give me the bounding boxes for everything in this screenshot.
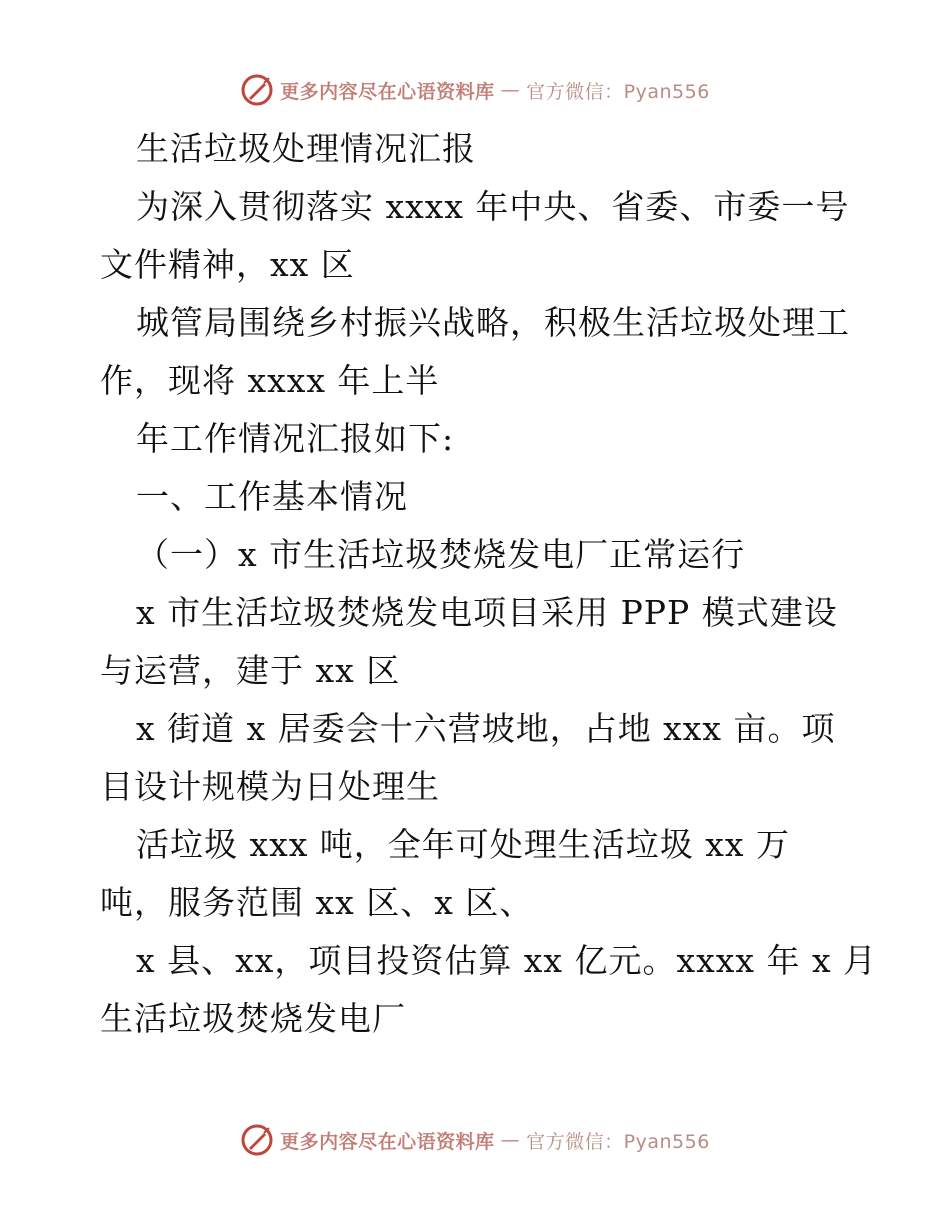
paragraph-line: 城管局围绕乡村振兴战略，积极生活垃圾处理工 [136, 303, 850, 342]
banner-dash: — [500, 79, 521, 101]
footer-banner [0, 1120, 950, 1160]
paragraph-line: 吨，服务范围 xx 区、x 区、 [100, 883, 534, 922]
paragraph-line: 活垃圾 xxx 吨，全年可处理生活垃圾 xx 万 [136, 825, 791, 864]
paragraph-line: 目设计规模为日处理生 [100, 767, 440, 806]
header-banner-content [240, 73, 710, 107]
paragraph-line: 与运营，建于 xx 区 [100, 651, 401, 690]
document-title: 生活垃圾处理情况汇报 [136, 129, 476, 168]
paragraph-line: 生活垃圾焚烧发电厂 [100, 999, 406, 1038]
paragraph-line: 为深入贯彻落实 xxxx 年中央、省委、市委一号 [136, 187, 850, 226]
quill-logo-icon [240, 1123, 274, 1157]
banner-site-text: 更多内容尽在心语资料库 [280, 1130, 495, 1153]
quill-logo-icon [240, 73, 274, 107]
paragraph-line: 作，现将 xxxx 年上半 [100, 361, 440, 400]
paragraph-line: x 街道 x 居委会十六营坡地，占地 xxx 亩。项 [136, 709, 836, 748]
document-body [100, 120, 878, 1048]
section-heading: 一、工作基本情况 [136, 477, 408, 516]
paragraph-line: x 县、xx，项目投资估算 xx 亿元。xxxx 年 x 月 [136, 941, 878, 980]
paragraph-line: x 市生活垃圾焚烧发电项目采用 PPP 模式建设 [136, 593, 838, 632]
banner-wechat-text: 官方微信：Pyan556 [526, 80, 710, 103]
header-banner [0, 70, 950, 110]
banner-site-text: 更多内容尽在心语资料库 [280, 80, 495, 103]
paragraph-line: 文件精神，xx 区 [100, 245, 355, 284]
paragraph-line: 年工作情况汇报如下: [136, 419, 455, 458]
subsection-heading: （一）x 市生活垃圾焚烧发电厂正常运行 [136, 535, 746, 574]
footer-banner-content [240, 1123, 710, 1157]
banner-dash: — [500, 1129, 521, 1151]
banner-wechat-text: 官方微信：Pyan556 [526, 1130, 710, 1153]
